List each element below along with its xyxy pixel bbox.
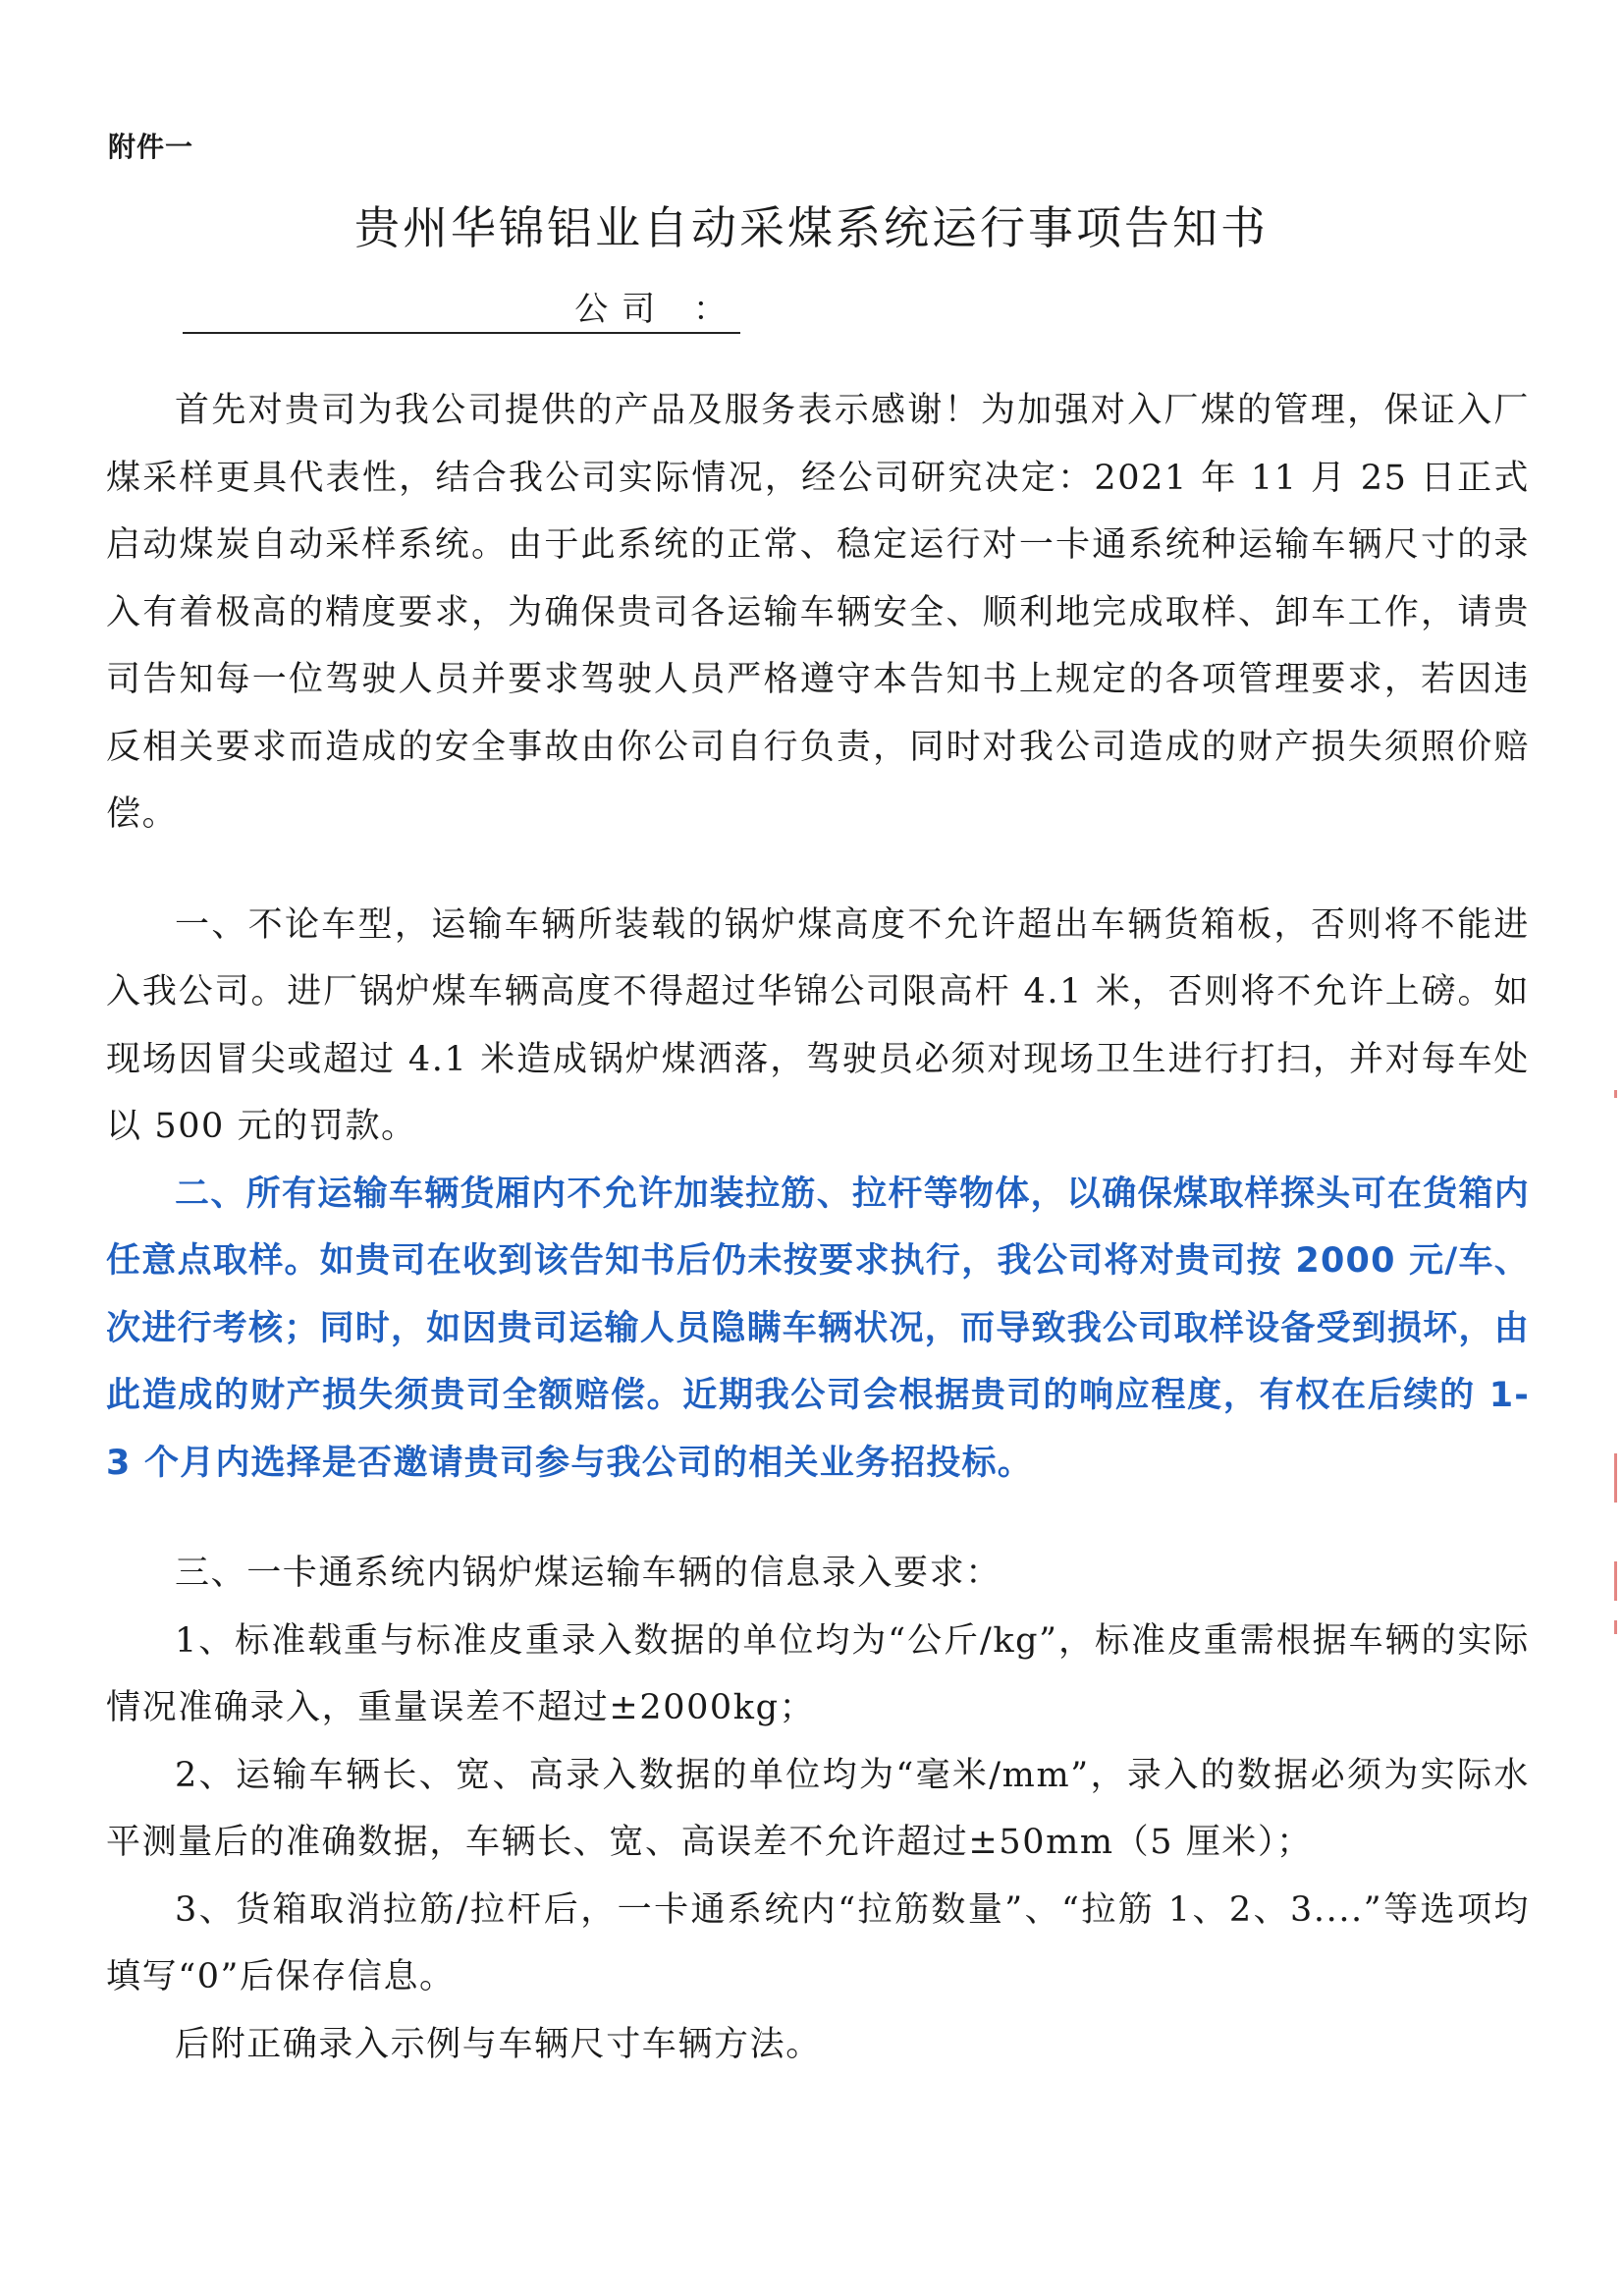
document-title: 贵州华锦铝业自动采煤系统运行事项告知书	[354, 201, 1269, 254]
item-three-point-two: 2、运输车辆长、宽、高录入数据的单位均为“毫米/mm”，录入的数据必须为实际水平测量后的准确数据，车辆长、宽、高误差不允许超过±50mm（5 厘米）；	[106, 1755, 1530, 1862]
item-three-heading: 三、一卡通系统内锅炉煤运输车辆的信息录入要求：	[175, 1554, 1001, 1593]
item-three-point-one: 1、标准载重与标准皮重录入数据的单位均为“公斤/kg”，标准皮重需根据车辆的实际情况准确录入，重量误差不超过±2000kg；	[106, 1620, 1530, 1727]
item-one-paragraph: 一、不论车型，运输车辆所装载的锅炉煤高度不允许超出车辆货箱板，否则将不能进入我公司。进厂锅炉煤车辆高度不得超过华锦公司限高杆 4.1 米，否则将不允许上磅。如现场因冒尖或超过 4.1 米造成锅炉煤洒落，驾驶员必须对现场卫生进行打扫，并对每车处以 500 元的罚款。	[106, 904, 1530, 1146]
document-body	[106, 377, 1530, 2078]
scan-mark	[1614, 1620, 1617, 1634]
paragraph-spacer	[106, 1497, 1530, 1540]
scan-mark	[1614, 1453, 1617, 1503]
paragraph-spacer	[106, 848, 1530, 892]
closing-paragraph: 后附正确录入示例与车辆尺寸车辆方法。	[175, 2024, 822, 2064]
item-three-point-three: 3、货箱取消拉筋/拉杆后，一卡通系统内“拉筋数量”、“拉筋 1、2、3....”等选项均填写“0”后保存信息。	[106, 1889, 1530, 1996]
addressee-line	[183, 287, 740, 334]
item-two-paragraph: 二、所有运输车辆货厢内不允许加装拉筋、拉杆等物体，以确保煤取样探头可在货箱内任意点取样。如贵司在收到该告知书后仍未按要求执行，我公司将对贵司按 2000 元/车、次进行考核；同时，如因贵司运输人员隐瞒车辆状况，而导致我公司取样设备受到损坏，由此造成的财产损失须贵司全额赔偿。近期我公司会根据贵司的响应程度，有权在后续的 1-3 个月内选择是否邀请贵司参与我公司的相关业务招投标。	[106, 1174, 1530, 1483]
scan-mark	[1614, 1561, 1617, 1601]
addressee-label: 公司 ：	[574, 290, 740, 329]
attachment-label: 附件一	[108, 131, 194, 163]
intro-paragraph: 首先对贵司为我公司提供的产品及服务表示感谢！为加强对入厂煤的管理，保证入厂煤采样更具代表性，结合我公司实际情况，经公司研究决定：2021 年 11 月 25 日正式启动煤炭自动采样系统。由于此系统的正常、稳定运行对一卡通系统种运输车辆尺寸的录入有着极高的精度要求，为确保贵司各运输车辆安全、顺利地完成取样、卸车工作，请贵司告知每一位驾驶人员并要求驾驶人员严格遵守本告知书上规定的各项管理要求，若因违反相关要求而造成的安全事故由你公司自行负责，同时对我公司造成的财产损失须照价赔偿。	[106, 391, 1530, 834]
scan-edge-marks	[1603, 0, 1623, 2296]
scan-mark	[1614, 1090, 1617, 1098]
